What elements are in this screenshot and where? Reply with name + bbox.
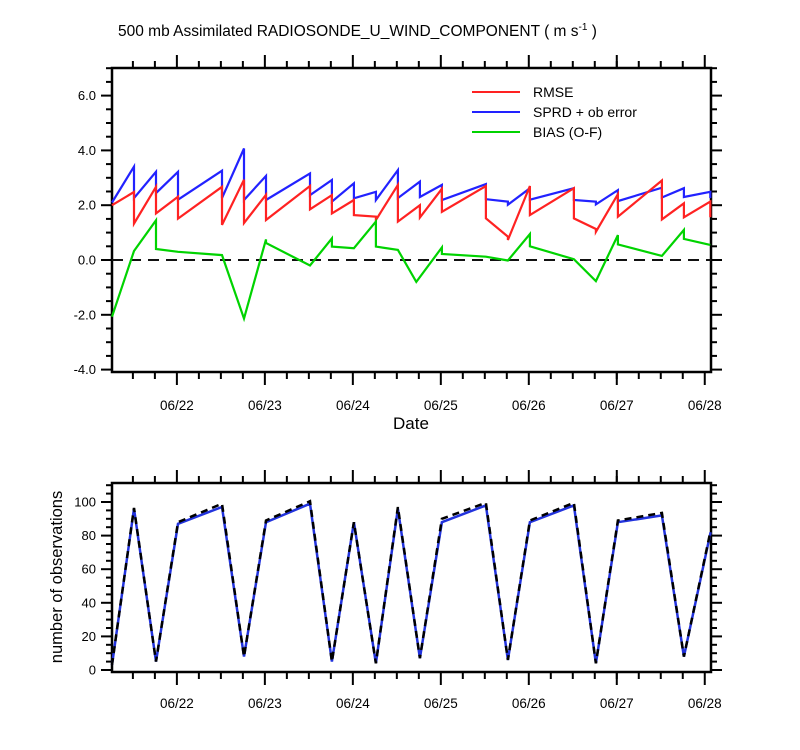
- date-label: 06/23: [247, 696, 282, 711]
- date-label: 06/22: [159, 398, 194, 413]
- y-tick-label: 60: [81, 561, 96, 577]
- date-label: 06/27: [599, 398, 634, 413]
- bias-legend-line: [472, 131, 520, 133]
- obs-dashed-line: [112, 501, 711, 665]
- date-label: 06/25: [423, 696, 458, 711]
- legend-row-bias: [472, 122, 637, 142]
- date-label: 06/26: [511, 398, 546, 413]
- chart-title-superscript: -1: [578, 22, 588, 33]
- obs-solid-line: [112, 504, 711, 665]
- legend: [472, 82, 637, 142]
- y-tick-label: 4.0: [77, 142, 96, 158]
- date-label: 06/26: [511, 696, 546, 711]
- bias-legend-label: BIAS (O-F): [533, 124, 603, 140]
- rmse-legend-label: RMSE: [533, 84, 574, 100]
- date-label: 06/27: [599, 696, 634, 711]
- legend-row-sprd: [472, 102, 637, 122]
- y-tick-label: 2.0: [77, 197, 96, 213]
- bias-line: [112, 220, 710, 318]
- chart-title: [118, 22, 597, 41]
- sprd-legend-label: SPRD + ob error: [533, 104, 637, 120]
- sprd-line: [112, 149, 710, 205]
- y-tick-label: 0: [88, 662, 96, 678]
- date-label: 06/28: [687, 696, 722, 711]
- date-label: 06/23: [247, 398, 282, 413]
- rmse-legend-line: [472, 91, 520, 93]
- y-tick-label: 6.0: [77, 88, 96, 104]
- y-tick-label: -2.0: [73, 307, 96, 323]
- y-tick-label: 100: [74, 494, 96, 510]
- date-label: 06/25: [423, 398, 458, 413]
- legend-row-rmse: [472, 82, 637, 102]
- date-label: 06/22: [159, 696, 194, 711]
- y-tick-label: -4.0: [73, 362, 96, 378]
- sprd-legend-line: [472, 111, 520, 113]
- date-label: 06/24: [335, 398, 370, 413]
- chart-title-suffix: ): [587, 23, 597, 40]
- y-tick-label: 20: [81, 628, 96, 644]
- y-tick-label: 80: [81, 528, 96, 544]
- y-tick-label: 0.0: [77, 252, 96, 268]
- date-label: 06/28: [687, 398, 722, 413]
- date-label: 06/24: [335, 696, 370, 711]
- y-tick-label: 40: [81, 595, 96, 611]
- chart-title-text: 500 mb Assimilated RADIOSONDE_U_WIND_COMPONENT ( m s: [118, 23, 579, 40]
- x-axis-title: Date: [393, 414, 429, 433]
- y-axis-title-observations: number of observations: [48, 490, 66, 664]
